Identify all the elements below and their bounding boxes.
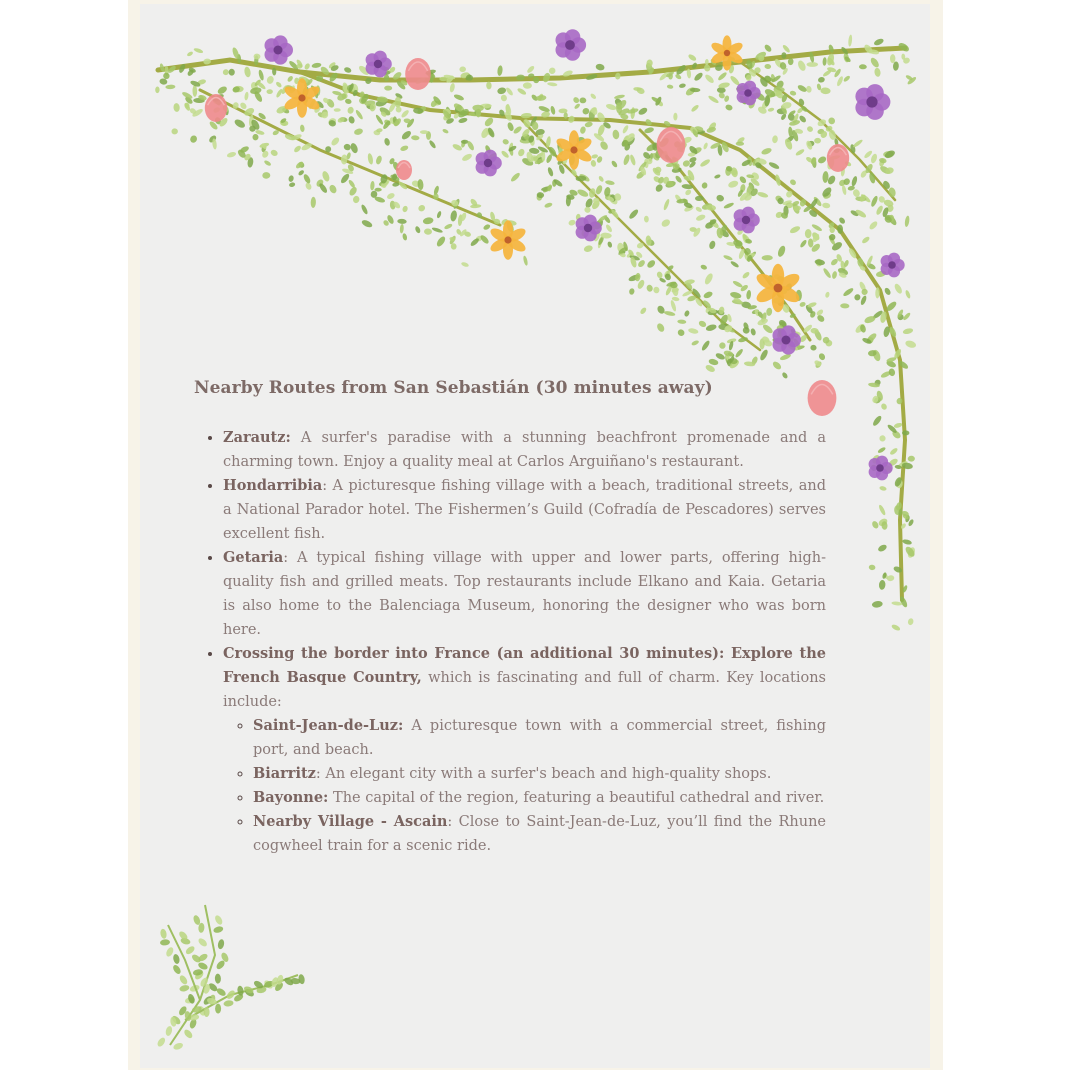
item-label: Getaria bbox=[223, 549, 284, 566]
purple-flower bbox=[737, 81, 761, 106]
item-text: A picturesque fishing village with a beach, traditional streets, and a National Parador hotel. The Fishermen’s Guild (Cofradía de Pescadores) serves excellent fish. bbox=[223, 478, 826, 542]
sub-list-item bbox=[253, 786, 826, 810]
item-label: Biarritz bbox=[253, 765, 316, 782]
item-text: An elegant city with a surfer's beach and high-quality shops. bbox=[325, 766, 772, 782]
item-label: Zarautz: bbox=[223, 429, 291, 446]
item-text: The capital of the region, featuring a beautiful cathedral and river. bbox=[333, 790, 825, 806]
item-label: Nearby Village - Ascain bbox=[253, 813, 448, 830]
item-text: A typical fishing village with upper and lower parts, offering high-quality fish and grilled meats. Top restaurants include Elkano and Kaia. Getaria is also home to the Balenciaga Museum, honoring the designer who was born here. bbox=[223, 550, 826, 638]
item-text: A picturesque town with a commercial street, fishing port, and beach. bbox=[253, 718, 827, 758]
item-text: Close to Saint-Jean-de-Luz, you’ll find the Rhune cogwheel train for a scenic ride. bbox=[253, 814, 826, 854]
item-label: Bayonne: bbox=[253, 789, 329, 806]
list-item: • Hondarribia: A picturesque fishing village with a beach, traditional streets, and a National Parador hotel. The Fishermen’s Guild (Cofradía de Pescadores) serves excellent fish. bbox=[223, 474, 826, 546]
document-body bbox=[194, 378, 826, 858]
item-label: Crossing the border into France (an additional 30 minutes): Explore the French Basque Country, bbox=[223, 645, 826, 686]
yellow-flower bbox=[488, 220, 527, 260]
purple-flower bbox=[855, 84, 890, 120]
pink-flower bbox=[396, 160, 412, 180]
list-item bbox=[223, 426, 826, 474]
list-item: • Getaria: A typical fishing village with upper and lower parts, offering high-quality fish and grilled meats. Top restaurants include Elkano and Kaia. Getaria is also home to the Balenciaga Museum, honoring the designer who was born here. bbox=[223, 546, 826, 642]
pink-flower bbox=[205, 94, 227, 122]
item-label: Saint-Jean-de-Luz: bbox=[253, 717, 404, 734]
purple-flower bbox=[476, 150, 502, 177]
sub-list-item: ◦ Biarritz: An elegant city with a surfer's beach and high-quality shops. bbox=[253, 762, 826, 786]
purple-flower bbox=[265, 35, 293, 64]
sub-list-item: ◦ Nearby Village - Ascain: Close to Saint-Jean-de-Luz, you’ll find the Rhune cogwheel train for a scenic ride. bbox=[253, 810, 826, 858]
purple-flower bbox=[869, 456, 893, 481]
sub-list-item bbox=[253, 714, 826, 762]
leafy-sprig-illustration bbox=[156, 905, 305, 1051]
france-sublist bbox=[223, 714, 826, 858]
pink-flower bbox=[405, 58, 431, 90]
pink-flower bbox=[657, 127, 686, 163]
routes-list bbox=[194, 426, 826, 858]
purple-flower bbox=[881, 253, 905, 278]
page-title: Nearby Routes from San Sebastián (30 minutes away) bbox=[194, 378, 713, 398]
item-text: which is fascinating and full of charm. Key locations include: bbox=[223, 670, 827, 710]
item-text: A surfer's paradise with a stunning beachfront promenade and a charming town. Enjoy a quality meal at Carlos Arguiñano's restaurant. bbox=[223, 430, 826, 470]
item-label: Hondarribia bbox=[223, 477, 323, 494]
purple-flower bbox=[734, 207, 760, 234]
purple-flower bbox=[556, 29, 587, 60]
pink-flower bbox=[827, 144, 849, 172]
list-item bbox=[223, 642, 826, 858]
